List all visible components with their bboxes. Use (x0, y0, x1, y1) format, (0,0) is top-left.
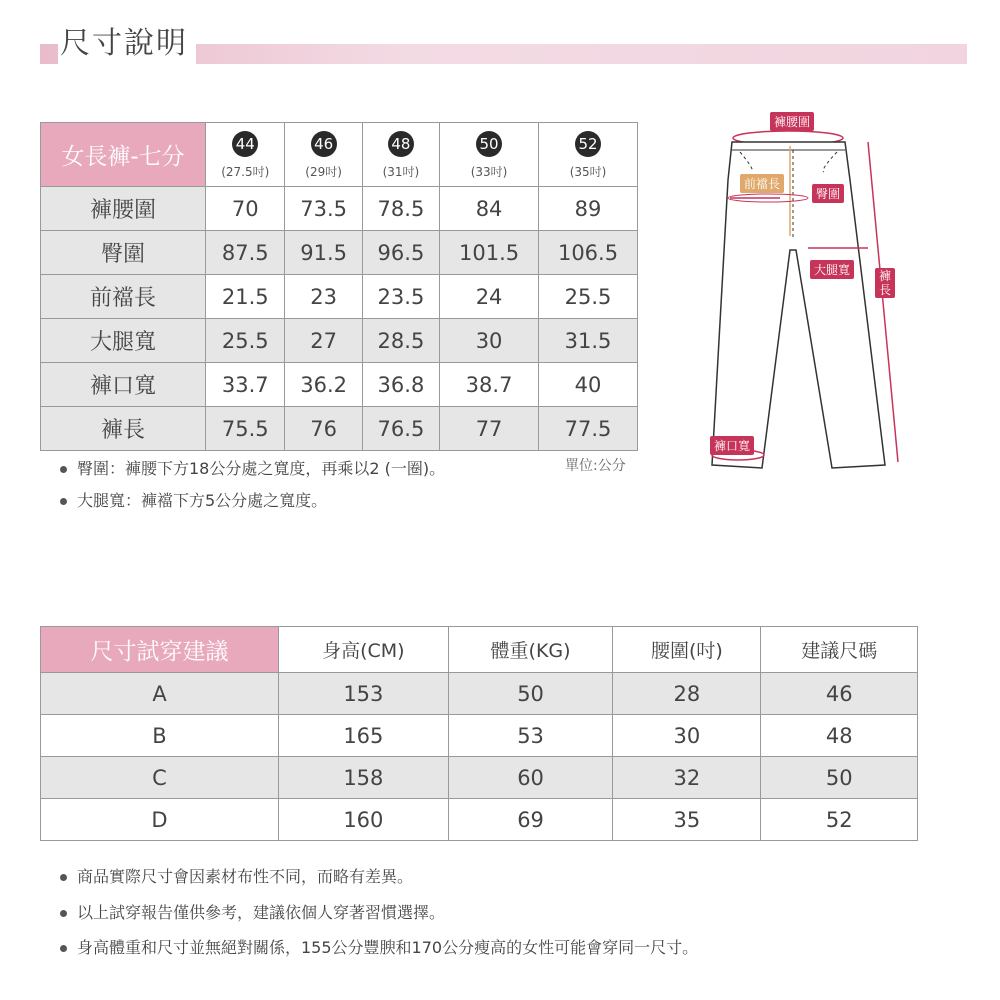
row-label: A (41, 673, 279, 715)
size-table-corner: 女長褲-七分 (41, 123, 206, 187)
row-label: B (41, 715, 279, 757)
table-cell: 28.5 (362, 319, 439, 363)
table-cell: 27 (285, 319, 362, 363)
table-cell: 33.7 (206, 363, 285, 407)
table-cell: 25.5 (206, 319, 285, 363)
size-inch: (35吋) (569, 164, 607, 179)
size-inch: (27.5吋) (221, 164, 270, 179)
size-inch: (29吋) (305, 164, 342, 179)
note-text: 商品實際尺寸會因素材布性不同，而略有差異。 (77, 867, 414, 886)
table-row (41, 319, 638, 363)
size-inch: (33吋) (470, 164, 508, 179)
note-text: 臀圍：褲腰下方18公分處之寬度，再乘以2 (一圈)。 (77, 459, 446, 478)
size-badge: 50 (476, 131, 502, 157)
table-row (41, 715, 918, 757)
row-label: 前襠長 (41, 275, 206, 319)
table-cell: 50 (448, 673, 613, 715)
size-col-44 (206, 123, 285, 187)
size-col-46 (285, 123, 362, 187)
size-table (40, 122, 638, 451)
size-badge: 52 (575, 131, 601, 157)
table-cell: 87.5 (206, 231, 285, 275)
diagram-label-hem: 褲口寬 (710, 436, 754, 455)
table-cell: 25.5 (539, 275, 638, 319)
fit-table-corner: 尺寸試穿建議 (41, 627, 279, 673)
bullet-icon (60, 466, 67, 473)
column-header: 建議尺碼 (761, 627, 918, 673)
row-label: 褲長 (41, 407, 206, 451)
footer-note (60, 935, 698, 958)
table-row (41, 187, 638, 231)
row-label: 大腿寬 (41, 319, 206, 363)
bullet-icon (60, 498, 67, 505)
table-cell: 75.5 (206, 407, 285, 451)
table-cell: 32 (613, 757, 761, 799)
footer-note (60, 864, 413, 887)
table-cell: 38.7 (440, 363, 539, 407)
table-cell: 23 (285, 275, 362, 319)
table-cell: 50 (761, 757, 918, 799)
table-row (41, 757, 918, 799)
table-cell: 78.5 (362, 187, 439, 231)
table-cell: 96.5 (362, 231, 439, 275)
row-label: 臀圍 (41, 231, 206, 275)
size-col-50 (440, 123, 539, 187)
table-cell: 36.8 (362, 363, 439, 407)
table-row (41, 407, 638, 451)
size-badge: 46 (311, 131, 337, 157)
table-row (41, 275, 638, 319)
table-cell: 30 (440, 319, 539, 363)
table-cell: 101.5 (440, 231, 539, 275)
table-cell: 165 (279, 715, 449, 757)
table-cell: 70 (206, 187, 285, 231)
size-note (60, 456, 445, 479)
note-text: 大腿寬：褲襠下方5公分處之寬度。 (77, 491, 328, 510)
table-cell: 28 (613, 673, 761, 715)
note-text: 以上試穿報告僅供參考，建議依個人穿著習慣選擇。 (77, 903, 446, 922)
diagram-label-rise: 前襠長 (740, 174, 784, 193)
table-cell: 106.5 (539, 231, 638, 275)
bullet-icon (60, 910, 67, 917)
note-text: 身高體重和尺寸並無絕對關係，155公分豐腴和170公分瘦高的女性可能會穿同一尺寸。 (77, 938, 699, 957)
column-header: 腰圍(吋) (613, 627, 761, 673)
table-cell: 40 (539, 363, 638, 407)
page-title: 尺寸說明 (58, 24, 196, 64)
table-cell: 53 (448, 715, 613, 757)
table-cell: 76 (285, 407, 362, 451)
table-cell: 31.5 (539, 319, 638, 363)
column-header: 體重(KG) (448, 627, 613, 673)
table-cell: 30 (613, 715, 761, 757)
table-cell: 36.2 (285, 363, 362, 407)
diagram-label-thigh: 大腿寬 (810, 260, 854, 279)
table-cell: 77.5 (539, 407, 638, 451)
table-cell: 73.5 (285, 187, 362, 231)
table-cell: 24 (440, 275, 539, 319)
table-row (41, 363, 638, 407)
table-cell: 52 (761, 799, 918, 841)
fit-header-row (41, 627, 918, 673)
table-cell: 160 (279, 799, 449, 841)
row-label: C (41, 757, 279, 799)
bullet-icon (60, 945, 67, 952)
table-cell: 48 (761, 715, 918, 757)
table-cell: 89 (539, 187, 638, 231)
diagram-label-length: 褲長 (875, 268, 895, 298)
table-cell: 21.5 (206, 275, 285, 319)
row-label: D (41, 799, 279, 841)
table-cell: 158 (279, 757, 449, 799)
table-cell: 60 (448, 757, 613, 799)
row-label: 褲腰圍 (41, 187, 206, 231)
diagram-label-hip: 臀圍 (812, 184, 844, 203)
unit-label: 單位:公分 (565, 458, 626, 474)
size-header-row (41, 123, 638, 187)
size-badge: 44 (232, 131, 258, 157)
diagram-label-waist: 褲腰圍 (770, 112, 814, 131)
table-cell: 46 (761, 673, 918, 715)
footer-note (60, 900, 445, 923)
table-cell: 84 (440, 187, 539, 231)
size-inch: (31吋) (382, 164, 420, 179)
table-row (41, 799, 918, 841)
table-cell: 153 (279, 673, 449, 715)
row-label: 褲口寬 (41, 363, 206, 407)
table-cell: 77 (440, 407, 539, 451)
table-cell: 91.5 (285, 231, 362, 275)
size-badge: 48 (388, 131, 414, 157)
table-cell: 35 (613, 799, 761, 841)
bullet-icon (60, 874, 67, 881)
table-cell: 69 (448, 799, 613, 841)
size-note (60, 488, 327, 511)
size-col-48 (362, 123, 439, 187)
fit-table (40, 626, 918, 841)
table-row (41, 231, 638, 275)
size-col-52 (539, 123, 638, 187)
pants-diagram (700, 110, 920, 484)
table-row (41, 673, 918, 715)
table-cell: 23.5 (362, 275, 439, 319)
column-header: 身高(CM) (279, 627, 449, 673)
table-cell: 76.5 (362, 407, 439, 451)
